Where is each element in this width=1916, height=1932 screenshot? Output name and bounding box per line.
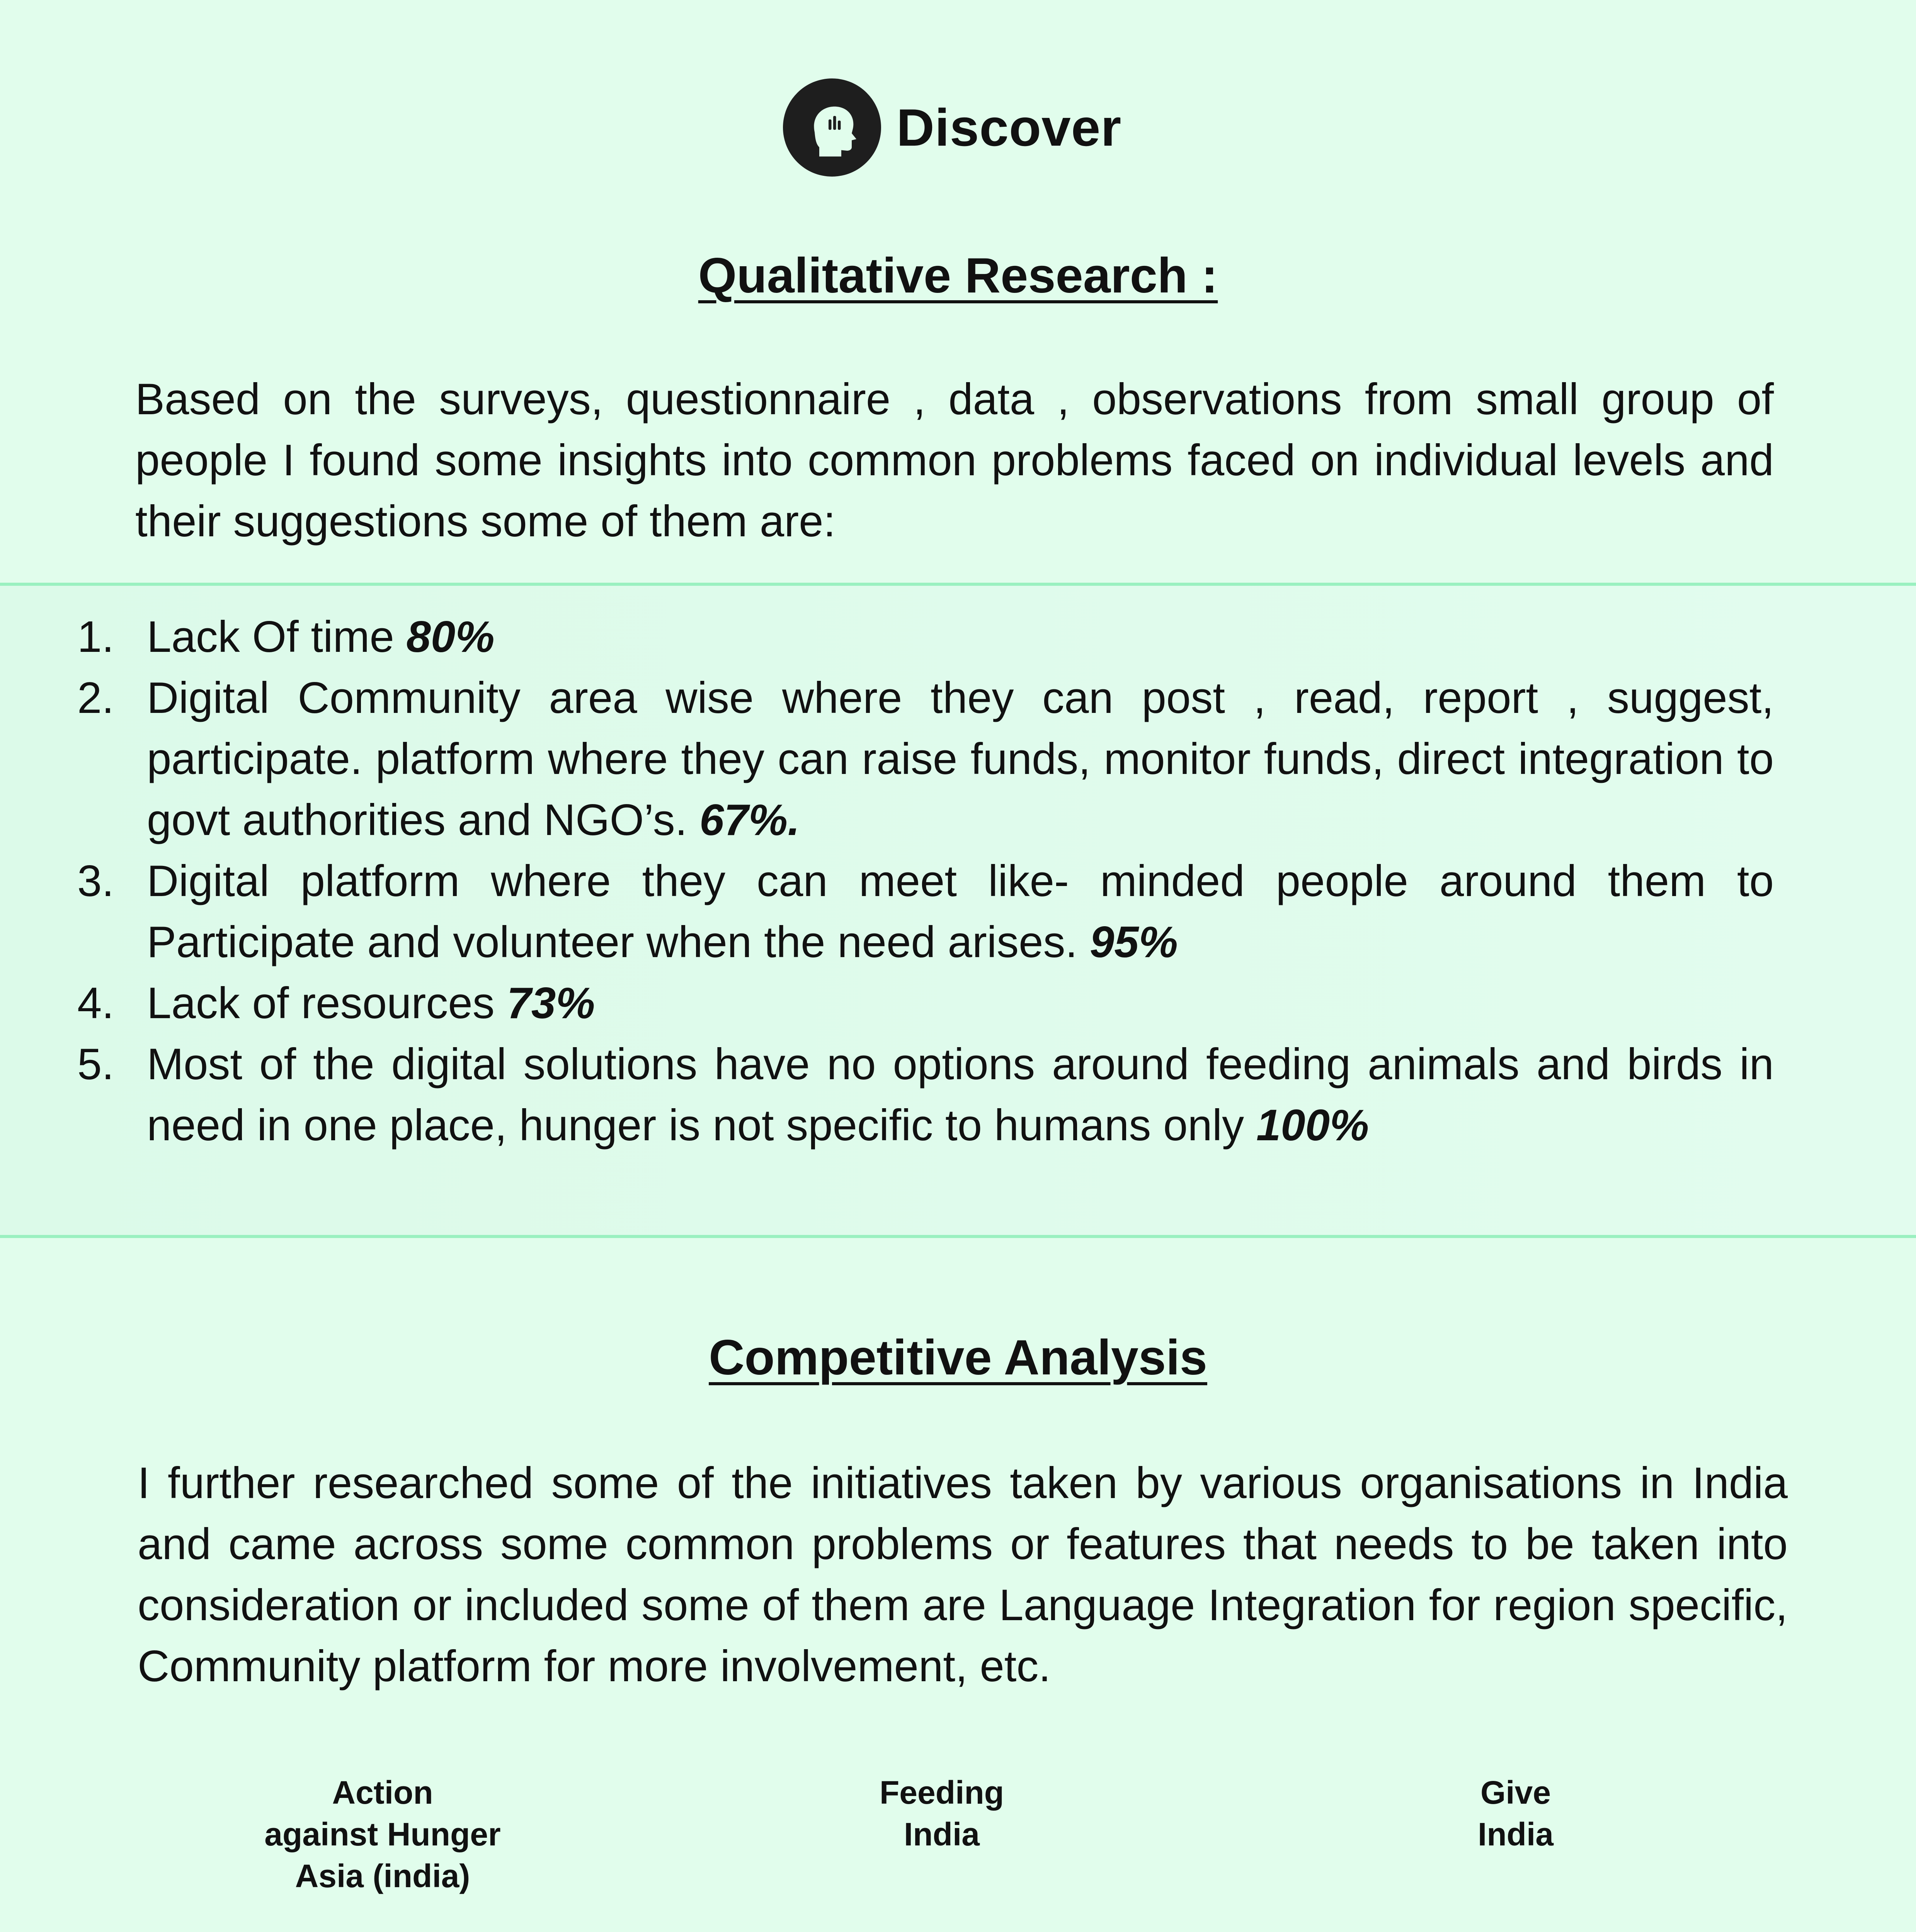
insights-list	[77, 607, 1774, 1156]
competitor-name-line: India	[1477, 1816, 1554, 1852]
brand-name: Discover	[896, 98, 1122, 157]
competitor-name-line: India	[904, 1816, 980, 1852]
insight-item	[77, 607, 1774, 668]
insight-text: Most of the digital solutions have no options around feeding animals and birds in need in one place, hunger is not specific to humans only	[147, 1040, 1774, 1150]
insight-number: 5.	[77, 1040, 114, 1089]
insight-item	[77, 1034, 1774, 1156]
header	[0, 73, 1916, 182]
insight-percentage: 80%	[406, 612, 495, 662]
insight-number: 2.	[77, 673, 114, 723]
insight-number: 1.	[77, 612, 114, 662]
qualitative-intro: Based on the surveys, questionnaire , data , observations from small group of people I found some insights into common problems faced on individual levels and their suggestions some of them are:	[135, 375, 1774, 546]
competitor-name	[1322, 1772, 1709, 1855]
competitor-name-line: Feeding	[879, 1774, 1004, 1811]
qualitative-title: Qualitative Research :	[698, 248, 1218, 303]
competitor-name-line: against Hunger	[264, 1816, 501, 1852]
insight-text: Lack of resources	[147, 979, 507, 1028]
competitor-name	[189, 1772, 576, 1897]
competitor-name	[749, 1772, 1135, 1855]
insight-percentage: 73%	[507, 979, 595, 1028]
insight-number: 4.	[77, 979, 114, 1028]
insight-text: Digital platform where they can meet like- minded people around them to Participate and volunteer when the need arises.	[147, 857, 1774, 967]
competitor-name-line: Action	[332, 1774, 433, 1811]
competitor-name-line: Give	[1480, 1774, 1551, 1811]
insight-item	[77, 851, 1774, 973]
insight-percentage: 95%	[1089, 918, 1178, 967]
insight-text: Lack Of time	[147, 612, 407, 662]
insight-number: 3.	[77, 857, 114, 906]
head-profile-icon	[783, 78, 881, 177]
insight-item	[77, 668, 1774, 851]
competitive-intro: I further researched some of the initiatives taken by various organisations in India and came across some common problems or features that needs to be taken into consideration or included some of them are Language Integration for region specific, Community platform for more involvement, etc.	[138, 1459, 1788, 1691]
insight-text: Digital Community area wise where they can post , read, report , suggest, participate. platform where they can raise funds, monitor funds, direct integration to govt authorities and NGO’s.	[147, 673, 1774, 845]
insight-percentage: 67%.	[699, 796, 800, 845]
insight-item	[77, 973, 1774, 1034]
competitive-title: Competitive Analysis	[709, 1330, 1207, 1385]
competitor-name-line: Asia (india)	[295, 1858, 470, 1894]
insight-percentage: 100%	[1256, 1101, 1369, 1150]
